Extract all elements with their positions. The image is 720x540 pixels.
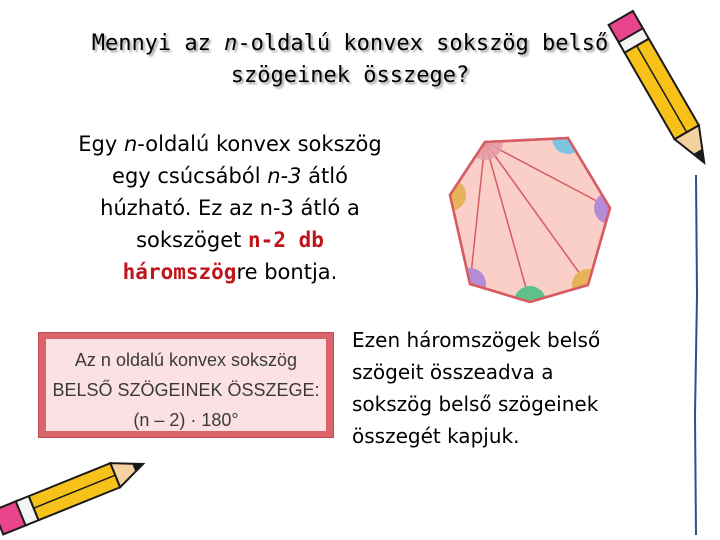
para2-line-2: szögeit összeadva a bbox=[352, 360, 554, 384]
pencil-line bbox=[686, 175, 706, 535]
formula-line-3: (n – 2) · 180° bbox=[133, 410, 239, 430]
title-line-2: szögeinek összege? bbox=[230, 63, 470, 88]
paragraph-diagonals bbox=[20, 128, 440, 288]
para2-line-3: sokszög belső szögeinek bbox=[352, 392, 599, 416]
formula-inner bbox=[46, 339, 326, 431]
slide-title bbox=[40, 28, 660, 92]
title-line-1: Mennyi az n-oldalú konvex sokszög belső bbox=[91, 31, 609, 56]
formula-line-1: Az n oldalú konvex sokszög bbox=[74, 350, 298, 370]
para2-line-4: összegét kapjuk. bbox=[352, 424, 520, 448]
formula-line-2: BELSŐ SZÖGEINEK ÖSSZEGE: bbox=[52, 380, 320, 400]
formula-box bbox=[38, 332, 334, 438]
para1-line-3: húzható. Ez az n-3 átló a bbox=[100, 196, 360, 220]
pencil-icon bbox=[600, 0, 720, 180]
pencil-icon bbox=[0, 430, 150, 540]
para1-line-4: sokszöget n-2 db bbox=[136, 228, 324, 252]
para1-line-5: háromszögre bontja. bbox=[122, 260, 338, 284]
para1-line-2: egy csúcsából n-3 átló bbox=[112, 164, 348, 188]
para2-line-1: Ezen háromszögek belső bbox=[352, 328, 601, 352]
paragraph-sum bbox=[352, 324, 697, 452]
heptagon-diagram bbox=[440, 120, 620, 320]
para1-line-1: Egy n-oldalú konvex sokszög bbox=[78, 132, 382, 156]
